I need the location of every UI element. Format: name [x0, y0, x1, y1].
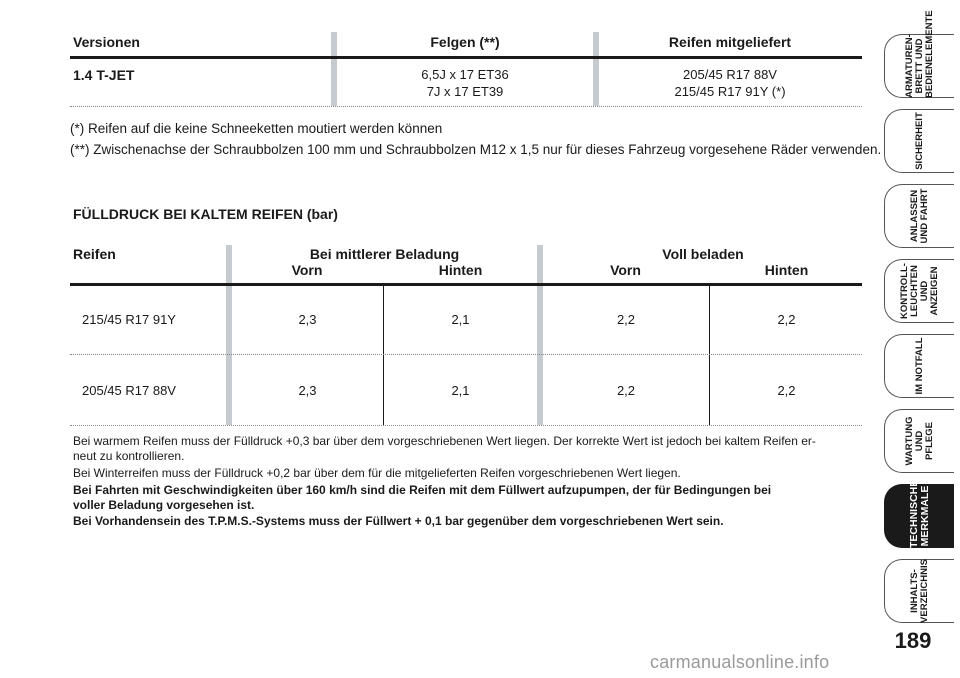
tab-label: ARMATUREN- BRETT UND BEDIENELEMENTE — [903, 10, 935, 98]
pressure-value: 2,2 — [777, 312, 796, 327]
tab-armaturenbrett[interactable] — [884, 10, 954, 98]
note-bold: Bei Vorhandensein des T.P.M.S.-Systems muss der Füllwert + 0,1 bar gegenüber dem vorgeschriebenen Wert sein. — [73, 514, 724, 528]
tab-label: KONTROLL- LEUCHTEN UND ANZEIGEN — [898, 263, 940, 319]
tab-label: ANLASSEN UND FAHRT — [908, 188, 930, 244]
pressure-value: 2,3 — [298, 312, 317, 327]
row-divider — [70, 354, 862, 355]
pressure-value: 2,2 — [616, 312, 636, 327]
note: Bei Winterreifen muss der Fülldruck +0,2 bar über dem für die mitgelieferten Reifen vorgeschriebenen Wert liegen. — [73, 466, 681, 480]
tab-label: WARTUNG UND PFLEGE — [903, 416, 935, 466]
version-name: 1.4 T-JET — [73, 67, 135, 83]
row-divider — [70, 106, 862, 107]
header-rule — [70, 283, 862, 286]
footnote: (**) Zwischenachse der Schraubbolzen 100 mm und Schraubbolzen M12 x 1,5 nur für dieses Fahrzeug vorgesehene Räder verwenden. — [70, 142, 882, 157]
rim-size: 6,5J x 17 ET36 — [421, 67, 509, 82]
note-bold: voller Beladung vorgesehen ist. — [73, 498, 255, 512]
header-rims: Felgen (**) — [430, 34, 500, 50]
subcolumn-divider — [383, 286, 384, 425]
tab-sicherheit[interactable] — [884, 109, 954, 173]
tyre-size: 205/45 R17 88V — [82, 383, 176, 398]
section-title-text: FÜLLDRUCK BEI KALTEM REIFEN — [73, 206, 303, 222]
tab-wartung[interactable] — [884, 409, 954, 473]
header-rear: Hinten — [764, 262, 809, 278]
pressure-value: 2,1 — [451, 383, 470, 398]
header-front: Vorn — [291, 262, 323, 278]
header-versions: Versionen — [73, 34, 140, 50]
tab-technische-merkmale[interactable] — [884, 479, 954, 548]
watermark: carmanualsonline.info — [650, 652, 830, 672]
tab-inhaltsverzeichnis[interactable] — [884, 559, 954, 623]
tab-anlassen[interactable] — [884, 184, 954, 248]
tab-label: IM NOTFALL — [913, 337, 925, 395]
note: neut zu kontrollieren. — [73, 449, 185, 463]
header-front: Vorn — [610, 262, 641, 278]
header-full-load: Voll beladen — [662, 246, 744, 262]
header-rear: Hinten — [438, 262, 483, 278]
rim-size: 7J x 17 ET39 — [426, 84, 504, 99]
note-bold: Bei Fahrten mit Geschwindigkeiten über 160 km/h sind die Reifen mit dem Füllwert aufzupumpen, der für Bedingungen bei — [73, 483, 772, 497]
tab-kontrollleuchten[interactable] — [884, 259, 954, 323]
tab-label: TECHNISCHE MERKMALE — [907, 479, 931, 548]
subcolumn-divider — [709, 286, 710, 425]
tyre-size: 205/45 R17 88V — [683, 67, 777, 82]
header-tyres: Reifen mitgeliefert — [668, 34, 792, 50]
tab-label: SICHERHEIT — [913, 112, 925, 170]
row-divider — [70, 425, 862, 426]
tyre-size: 215/45 R17 91Y — [82, 312, 176, 327]
header-tyres: Reifen — [73, 246, 116, 262]
section-title — [73, 206, 338, 222]
pressure-value: 2,2 — [777, 383, 796, 398]
header-medium-load: Bei mittlerer Beladung — [309, 246, 460, 262]
pressure-value: 2,2 — [616, 383, 636, 398]
pressure-value: 2,1 — [451, 312, 470, 327]
tyre-size: 215/45 R17 91Y (*) — [674, 84, 786, 99]
header-rule — [70, 56, 862, 59]
footnote: (*) Reifen auf die keine Schneeketten moutiert werden können — [70, 121, 443, 136]
tab-label: INHALTS- VERZEICHNIS — [908, 559, 930, 623]
pressure-value: 2,3 — [298, 383, 317, 398]
page-number: 189 — [894, 628, 932, 653]
note: Bei warmem Reifen muss der Fülldruck +0,3 bar über dem vorgeschriebenen Wert liegen. Der korrekte Wert ist jedoch bei kaltem Reifen er- — [73, 434, 816, 448]
section-title-unit: (bar) — [306, 206, 338, 222]
tab-im-notfall[interactable] — [884, 334, 954, 398]
